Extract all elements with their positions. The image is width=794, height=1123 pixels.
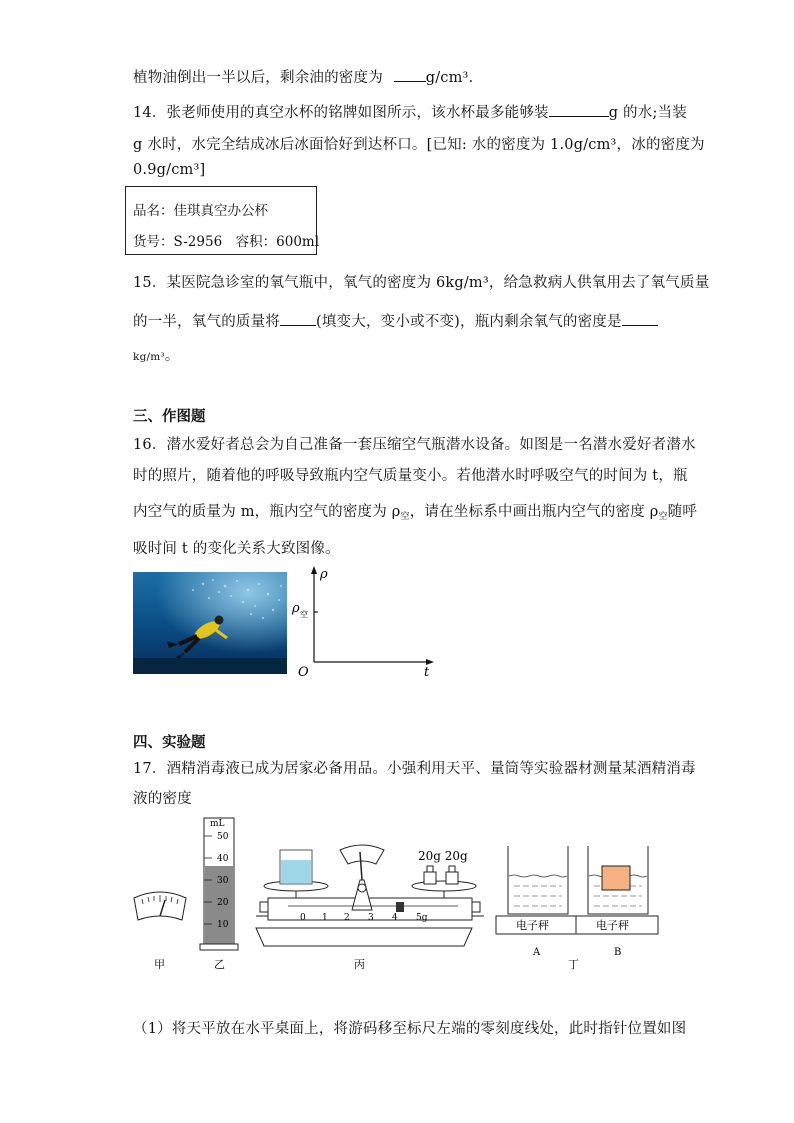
scale-a-label: 电子秤 xyxy=(516,919,549,932)
q16-line4: 吸时间 t 的变化关系大致图像。 xyxy=(133,541,340,557)
x-axis-label: t xyxy=(424,665,430,680)
rider xyxy=(396,902,404,912)
rider-tick-0: 0 xyxy=(300,913,306,923)
origin-label: O xyxy=(298,665,309,680)
apparatus-figure xyxy=(128,810,668,970)
q15-line1: 15．某医院急诊室的氧气瓶中，氧气的密度为 6kg/m³，给急救病人供氧用去了氧气质量 xyxy=(133,275,710,291)
section-4-heading: 四、实验题 xyxy=(133,734,206,751)
y-axis-label: ρ xyxy=(320,567,328,582)
cup-nameplate xyxy=(125,186,320,255)
cylinder-tick-50: 50 xyxy=(217,832,229,842)
q16-line3: 内空气的质量为 m，瓶内空气的密度为 $\rho_空$，请在坐标系中画出瓶内空气的密度 $\rho_空$随呼 xyxy=(133,504,698,522)
caption-ding: 丁 xyxy=(568,958,579,970)
q14-blank xyxy=(549,102,609,117)
label-b: B xyxy=(614,947,622,958)
scale-b-label: 电子秤 xyxy=(596,919,629,932)
q13-line: 植物油倒出一半以后，剩余油的密度为 g/cm³． xyxy=(133,66,483,87)
q15-blank1 xyxy=(280,311,316,326)
q13-blank xyxy=(394,67,426,82)
q17-line1: 17．酒精消毒液已成为居家必备用品。小强利用天平、量筒等实验器材测量某酒精消毒 xyxy=(133,761,696,777)
q17-line2: 液的密度 xyxy=(133,791,192,807)
q15-blank2 xyxy=(622,311,658,326)
balance-pointer-dial xyxy=(134,892,186,920)
cylinder-tick-20: 20 xyxy=(217,898,229,908)
cylinder-tick-40: 40 xyxy=(217,854,229,864)
q16-line2: 时的照片，随着他的呼吸导致瓶内空气质量变小。若他潜水时呼吸空气的时间为 t，瓶 xyxy=(133,468,688,484)
q17-step1: （1）将天平放在水平桌面上，将游码移至标尺左端的零刻度线处，此时指针位置如图 xyxy=(133,1021,687,1037)
nameplate-model-capacity: 货号：S-2956 容积：600ml xyxy=(133,234,320,250)
y-axis-arrow xyxy=(311,566,317,574)
measuring-cylinder xyxy=(200,818,238,950)
rider-tick-1: 1 xyxy=(322,913,328,923)
diver-photo xyxy=(133,572,287,674)
rider-tick-3: 3 xyxy=(368,913,374,923)
lever-balance xyxy=(256,845,484,946)
label-a: A xyxy=(533,947,541,958)
electronic-scale-a xyxy=(496,846,578,934)
rho-level-label: ρ xyxy=(292,601,300,616)
rider-tick-5: 5g xyxy=(416,913,428,923)
q15-line3: kg/m³。 xyxy=(133,348,180,364)
q14-line1: 14．张老师使用的真空水杯的铭牌如图所示，该水杯最多能够装 g 的水;当装 xyxy=(133,101,687,122)
cylinder-unit: mL xyxy=(210,819,225,829)
q15-line2: 的一半，氧气的质量将 (填变大，变小或不变)，瓶内剩余氧气的密度是 xyxy=(133,310,658,331)
caption-jia: 甲 xyxy=(154,958,165,970)
q16-line1: 16．潜水爱好者总会为自己准备一套压缩空气瓶潜水设备。如图是一名潜水爱好者潜水 xyxy=(133,437,696,453)
q14-line3: 0.9g/cm³] xyxy=(133,162,206,178)
nameplate-product-name: 品名：佳琪真空办公杯 xyxy=(133,203,268,219)
suspended-block xyxy=(602,866,630,890)
beaker xyxy=(280,850,312,884)
section-3-heading: 三、作图题 xyxy=(133,408,206,425)
electronic-scale-b xyxy=(576,846,658,934)
weights-label: 20g 20g xyxy=(418,849,468,863)
cylinder-tick-30: 30 xyxy=(217,876,229,886)
rider-tick-4: 4 xyxy=(392,913,398,923)
q14-line2: g 水时，水完全结成冰后冰面恰好到达杯口。[已知: 水的密度为 1.0g/cm³，冰的密度为 xyxy=(133,137,705,153)
rider-tick-2: 2 xyxy=(344,913,350,923)
caption-bing: 丙 xyxy=(354,958,365,970)
rho-t-axes xyxy=(288,560,438,680)
caption-yi: 乙 xyxy=(214,958,225,970)
rho-level-subscript: 空 xyxy=(300,610,308,619)
cylinder-tick-10: 10 xyxy=(217,920,229,930)
